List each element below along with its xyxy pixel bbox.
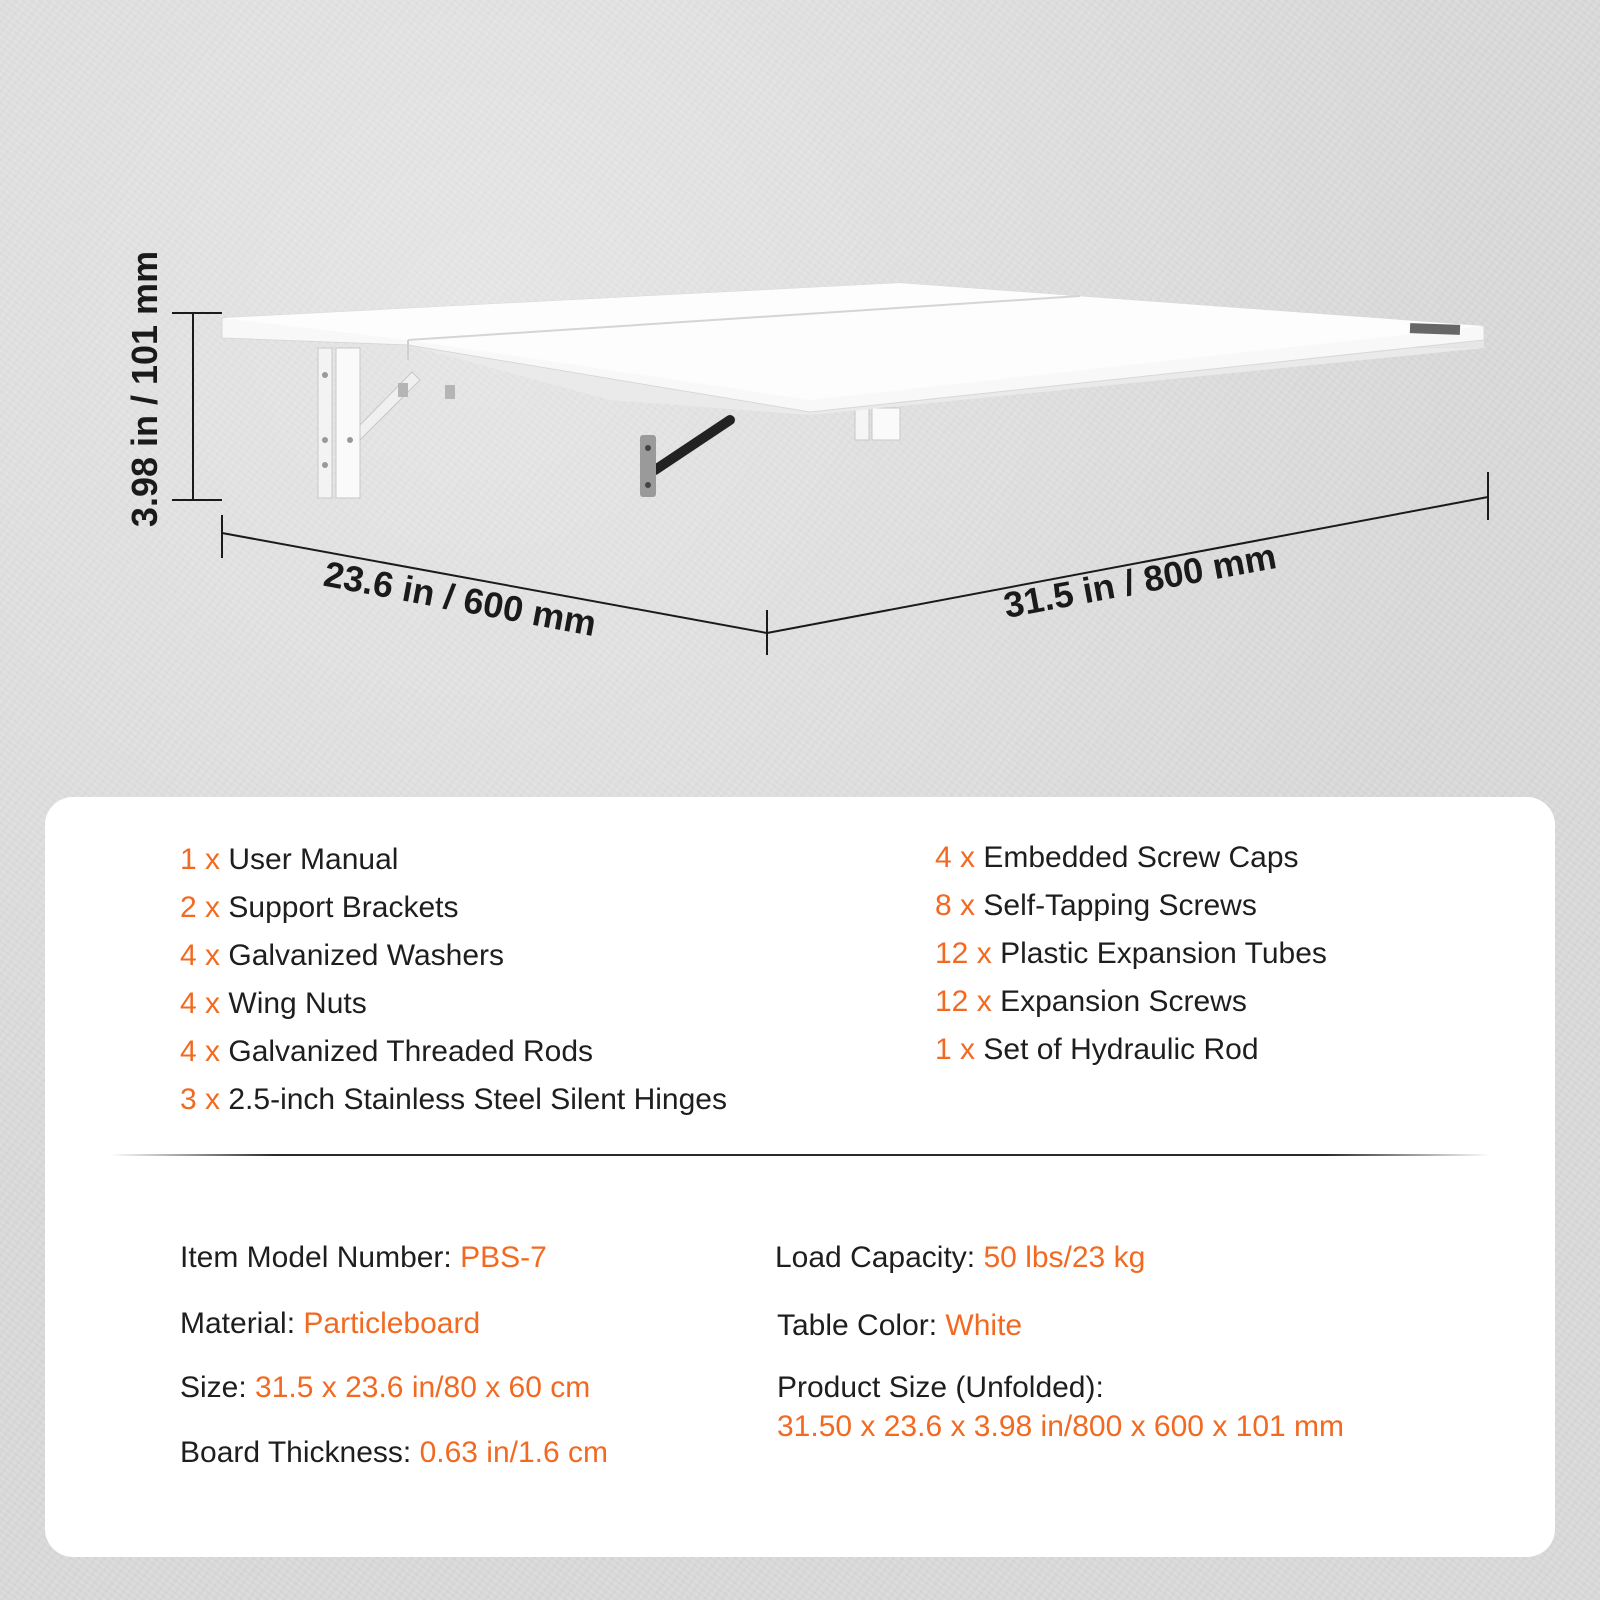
hydraulic-rod — [640, 420, 730, 497]
spec-model: Item Model Number: PBS-7 — [180, 1241, 547, 1274]
support-bracket — [318, 348, 455, 498]
spec-size: Size: 31.5 x 23.6 in/80 x 60 cm — [180, 1371, 591, 1404]
package-list-right — [935, 840, 1327, 1080]
list-item: 4 x Galvanized Washers — [180, 939, 505, 972]
depth-dimension-label: 23.6 in / 600 mm — [320, 552, 600, 645]
list-item: 4 x Wing Nuts — [180, 987, 367, 1020]
list-item: 2 x Support Brackets — [180, 891, 459, 924]
list-item: 12 x Plastic Expansion Tubes — [935, 937, 1327, 970]
list-item: 1 x Set of Hydraulic Rod — [935, 1033, 1259, 1066]
rear-hinge — [855, 408, 900, 440]
list-item: 3 x 2.5-inch Stainless Steel Silent Hinges — [180, 1083, 727, 1116]
list-item: 4 x Galvanized Threaded Rods — [180, 1035, 594, 1068]
package-list-left — [180, 842, 727, 1130]
spec-table-color: Table Color: White — [777, 1309, 1023, 1342]
table-top — [222, 283, 1484, 415]
list-item: 1 x User Manual — [180, 843, 399, 876]
list-item: 12 x Expansion Screws — [935, 985, 1247, 1018]
width-dimension-label: 31.5 in / 800 mm — [1000, 535, 1280, 626]
list-item: 4 x Embedded Screw Caps — [935, 841, 1299, 874]
spec-product-size: Product Size (Unfolded): 31.50 x 23.6 x 3.98 in/800 x 600 x 101 mm — [777, 1371, 1345, 1443]
spec-load-capacity: Load Capacity: 50 lbs/23 kg — [775, 1241, 1146, 1274]
height-dimension-label: 3.98 in / 101 mm — [124, 250, 165, 528]
section-divider — [110, 1154, 1490, 1156]
spec-board-thickness: Board Thickness: 0.63 in/1.6 cm — [180, 1436, 609, 1469]
list-item: 8 x Self-Tapping Screws — [935, 889, 1257, 922]
spec-material: Material: Particleboard — [180, 1307, 481, 1340]
